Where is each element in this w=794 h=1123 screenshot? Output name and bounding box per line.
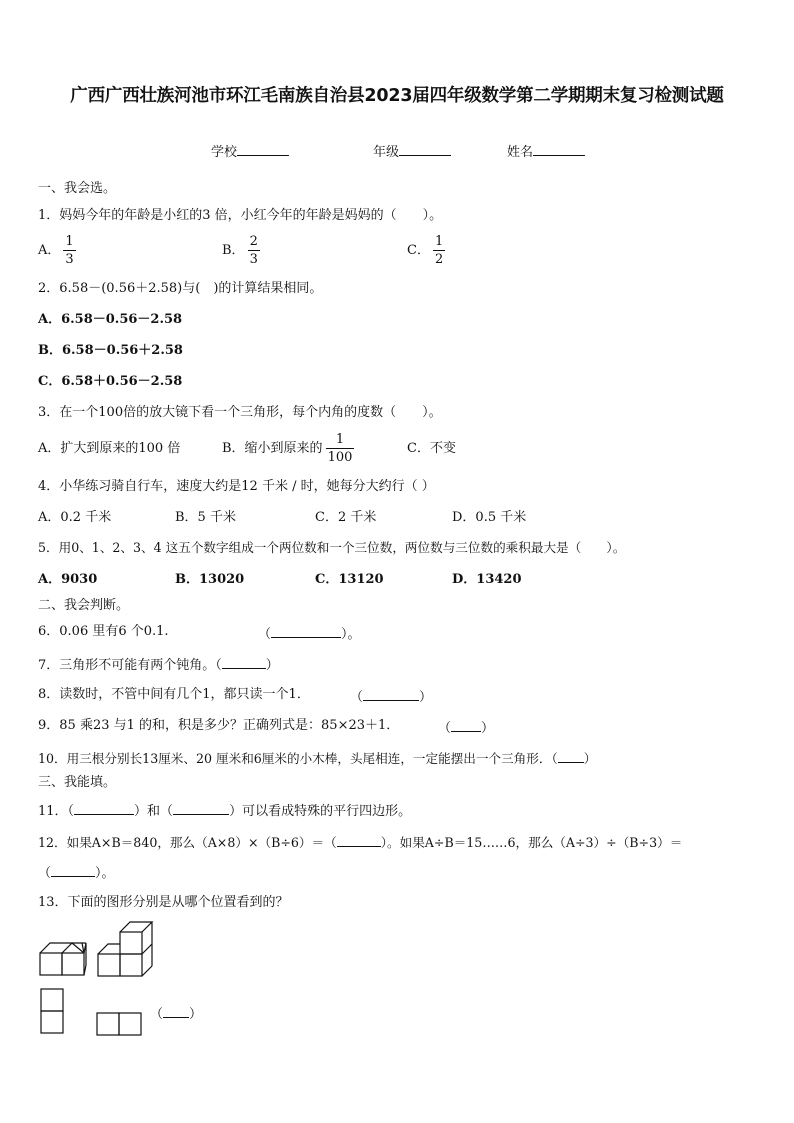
- q8-text: 8．读数时，不管中间有几个1，都只读一个1．: [38, 687, 310, 702]
- q4-option-d[interactable]: D．0.5 千米: [452, 510, 527, 525]
- q12-blank-2[interactable]: [51, 864, 95, 877]
- q13-answer[interactable]: （ ）: [150, 1007, 203, 1022]
- q12-blank-1[interactable]: [337, 834, 381, 847]
- cube-figure-1: [38, 935, 88, 977]
- q12-text: 12．如果A×B＝840，那么（A×8）×（B÷6）＝（ ）。如果A÷B＝15……6，那么（A÷3）÷（B÷3）＝: [38, 835, 683, 850]
- q3-text: 3．在一个100倍的放大镜下看一个三角形，每个内角的度数（ ）。: [38, 405, 442, 420]
- q12-text-cont: （ ）。: [38, 866, 115, 881]
- fraction: $\frac{2}{3}$: [249, 234, 258, 267]
- q2-option-c[interactable]: C．6.58＋0.56－2.58: [38, 374, 183, 389]
- q11-text: 11．（ ）和（ ）可以看成特殊的平行四边形。: [38, 804, 412, 819]
- q10-blank[interactable]: [558, 750, 584, 763]
- q5-option-d[interactable]: D．13420: [452, 572, 522, 587]
- q4-option-b[interactable]: B．5 千米: [175, 510, 236, 525]
- section2-heading: 二、我会判断。: [38, 598, 130, 613]
- q1-option-c[interactable]: C． $\frac{1}{2}$: [407, 234, 444, 267]
- grade-field: 年级: [373, 143, 451, 159]
- q1-option-a[interactable]: A． $\frac{1}{3}$: [38, 234, 74, 267]
- q9-answer[interactable]: （ ）: [438, 721, 495, 736]
- q9-blank[interactable]: [451, 719, 481, 732]
- page-title: 广西广西壮族河池市环江毛南族自治县2023届四年级数学第二学期期末复习检测试题: [70, 86, 724, 106]
- q4-text: 4．小华练习骑自行车，速度大约是12 千米 / 时，她每分大约行（ ）: [38, 479, 435, 494]
- q2-text: 2．6.58－(0.56＋2.58)与( )的计算结果相同。: [38, 281, 323, 296]
- name-field: 姓名: [507, 143, 585, 159]
- q11-blank-1[interactable]: [74, 802, 134, 815]
- school-field: 学校: [211, 143, 289, 159]
- q4-option-c[interactable]: C．2 千米: [315, 510, 377, 525]
- q6-text: 6．0.06 里有6 个0.1.: [38, 624, 169, 639]
- view-horizontal-squares: [96, 1012, 144, 1036]
- name-blank[interactable]: [533, 143, 585, 156]
- q13-text: 13．下面的图形分别是从哪个位置看到的？: [38, 895, 289, 910]
- fraction: $\frac{1}{100}$: [327, 432, 353, 465]
- fraction: $\frac{1}{3}$: [65, 234, 74, 267]
- q11-blank-2[interactable]: [173, 802, 229, 815]
- q3-option-b[interactable]: B．缩小到原来的 $\frac{1}{100}$: [222, 432, 353, 465]
- fraction: $\frac{1}{2}$: [434, 234, 444, 267]
- section3-heading: 三、我能填。: [38, 775, 117, 790]
- q6-blank[interactable]: [271, 625, 341, 638]
- q1-option-b[interactable]: B． $\frac{2}{3}$: [222, 234, 258, 267]
- section1-heading: 一、我会选。: [38, 181, 117, 196]
- school-blank[interactable]: [237, 143, 289, 156]
- q5-text: 5．用0、1、2、3、4 这五个数字组成一个两位数和一个三位数，两位数与三位数的乘积最大是（ ）。: [38, 540, 626, 555]
- cube-figure-2: [96, 920, 156, 978]
- q5-option-b[interactable]: B．13020: [175, 572, 245, 587]
- q7-blank[interactable]: [222, 656, 266, 669]
- q4-option-a[interactable]: A．0.2 千米: [38, 510, 112, 525]
- q3-option-c[interactable]: C．不变: [407, 441, 456, 456]
- view-vertical-squares: [40, 988, 64, 1036]
- q5-option-a[interactable]: A．9030: [38, 572, 98, 587]
- q13-blank[interactable]: [163, 1005, 189, 1018]
- q5-option-c[interactable]: C．13120: [315, 572, 384, 587]
- q2-option-a[interactable]: A．6.58－0.56－2.58: [38, 312, 183, 327]
- q8-blank[interactable]: [363, 688, 419, 701]
- grade-blank[interactable]: [399, 143, 451, 156]
- q10-text: 10．用三根分别长13厘米、20 厘米和6厘米的小木棒，头尾相连，一定能摆出一个三角形．（ ）: [38, 751, 597, 766]
- q3-option-a[interactable]: A．扩大到原来的100 倍: [38, 441, 181, 456]
- q8-answer[interactable]: （ ）: [350, 690, 433, 705]
- q1-text: 1．妈妈今年的年龄是小红的3 倍，小红今年的年龄是妈妈的（ ）。: [38, 208, 443, 223]
- q6-answer[interactable]: （ ）。: [258, 627, 361, 642]
- q9-text: 9．85 乘23 与1 的和，积是多少？正确列式是：85×23＋1．: [38, 718, 400, 733]
- q2-option-b[interactable]: B．6.58－0.56＋2.58: [38, 343, 183, 358]
- q7-text: 7．三角形不可能有两个钝角。（ ）: [38, 658, 279, 673]
